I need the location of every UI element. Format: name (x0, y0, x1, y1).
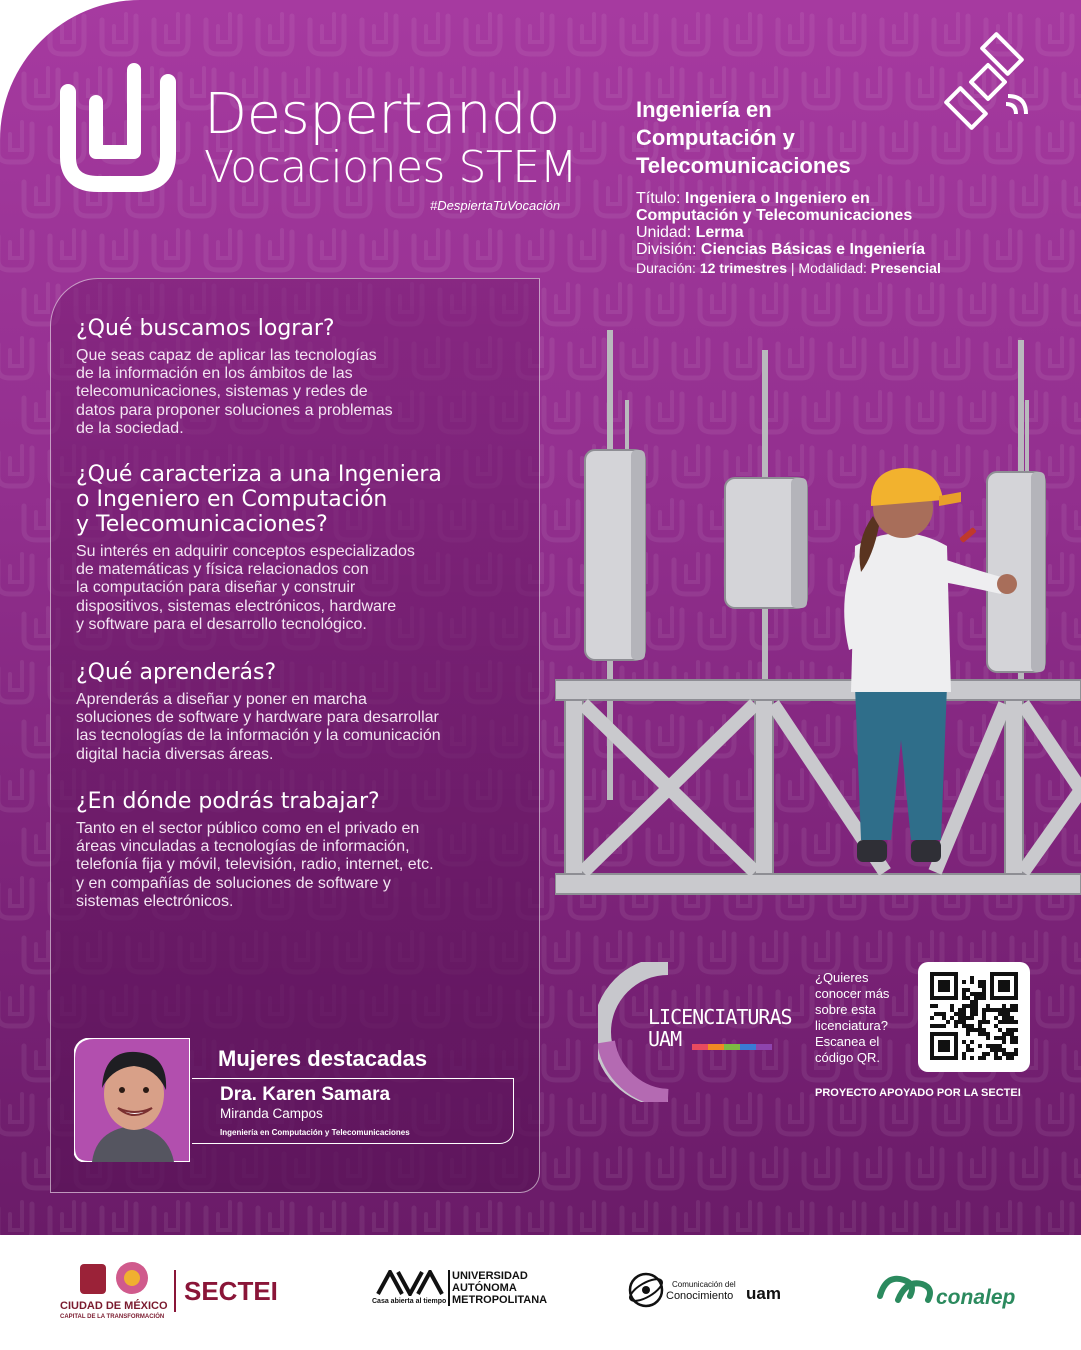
featured-field: Ingeniería en Computación y Telecomunicaciones (220, 1128, 410, 1137)
section-heading: ¿Qué aprenderás? (76, 660, 277, 685)
division-label: División: (636, 241, 701, 258)
qr-prompt-line: conocer más (815, 986, 890, 1001)
career-title (636, 96, 1056, 180)
section-text-line: digital hacia diversas áreas. (76, 745, 274, 763)
qr-code[interactable] (918, 962, 1030, 1072)
section-text-line: Tanto en el sector público como en el privado en (76, 820, 420, 837)
titulo-value-line2: Computación y Telecomunicaciones (636, 207, 913, 224)
color-segment (708, 1044, 724, 1050)
comm-uam: uam (746, 1284, 781, 1303)
section-work (76, 789, 536, 911)
section-text-line: soluciones de software y hardware para desarrollar (76, 709, 439, 727)
unidad-value: Lerma (695, 224, 744, 241)
color-segment (756, 1044, 772, 1050)
cdmx-line1: CIUDAD DE MÉXICO (60, 1300, 168, 1312)
uam-tagline: Casa abierta al tiempo (372, 1298, 447, 1305)
women-title: Mujeres destacadas (218, 1046, 428, 1071)
modalidad-value: Presencial (870, 260, 941, 276)
qr-prompt-line: Escanea el (815, 1034, 880, 1049)
section-text-line: datos para proponer soluciones a problemas (76, 401, 393, 419)
color-segment (724, 1044, 740, 1050)
comunicacion-globe-icon (626, 1270, 666, 1310)
conalep-logo: conalep (936, 1286, 1016, 1309)
sectei-logo: SECTEI (184, 1276, 278, 1306)
meta-separator: | (786, 260, 799, 276)
section-goals (76, 316, 536, 438)
division-value: Ciencias Básicas e Ingeniería (700, 241, 926, 258)
engineer-tower-illustration (555, 320, 1081, 900)
qr-code-icon (918, 962, 1030, 1072)
section-text-line: telefonía fija y móvil, televisión, radio, internet, etc. (76, 856, 434, 874)
despertando-logo-icon (48, 62, 178, 192)
hashtag: #DespiertaTuVocación (430, 198, 561, 213)
unidad-label: Unidad: (636, 224, 696, 241)
licenciaturas-line1: LICENCIATURAS (648, 1005, 792, 1029)
cdmx-line2: CAPITAL DE LA TRANSFORMACIÓN (60, 1314, 165, 1320)
section-heading: ¿Qué caracteriza a una Ingeniera (76, 462, 442, 487)
section-text-line: la computación para diseñar y construir (76, 579, 356, 597)
comm-line2: Conocimiento (666, 1290, 734, 1302)
section-learn (76, 660, 536, 764)
career-title-line: Computación y (636, 125, 795, 150)
section-text-line: Aprenderás a diseñar y poner en marcha (76, 691, 367, 708)
titulo-value: Ingeniera o Ingeniero en (684, 190, 870, 207)
avatar (74, 1038, 190, 1162)
qr-prompt (815, 970, 915, 1066)
career-title-line: Ingeniería en (636, 97, 772, 122)
section-text-line: de la sociedad. (76, 419, 184, 437)
section-text-line: áreas vinculadas a tecnologías de información, (76, 838, 410, 856)
uam-logo-icon (376, 1270, 446, 1296)
section-text-line: dispositivos, sistemas electrónicos, hardware (76, 597, 397, 615)
section-heading: ¿Qué buscamos lograr? (76, 316, 335, 341)
uam-name (452, 1270, 547, 1306)
uam-name-line: UNIVERSIDAD (452, 1270, 528, 1282)
footer-divider (174, 1270, 176, 1312)
section-heading: o Ingeniero en Computación (76, 487, 388, 512)
comm-line1: Comunicación del (672, 1280, 736, 1289)
section-text-line: las tecnologías de la información y la comunicación (76, 727, 441, 745)
uam-name-line: AUTÓNOMA (452, 1282, 517, 1294)
uam-name-line: METROPOLITANA (452, 1294, 548, 1306)
brand-title-line2: Vocaciones STEM (204, 142, 578, 193)
modalidad-label: Modalidad: (798, 260, 871, 276)
section-heading: y Telecomunicaciones? (76, 512, 328, 537)
section-heading: ¿En dónde podrás trabajar? (76, 789, 380, 814)
section-text-line: de matemáticas y física relacionados con (76, 561, 369, 579)
licenciaturas-line2: UAM (648, 1027, 682, 1051)
featured-surname: Miranda Campos (220, 1106, 323, 1121)
section-text-line: de la información en los ámbitos de las (76, 365, 353, 383)
section-profile (76, 462, 536, 634)
sponsor-note: PROYECTO APOYADO POR LA SECTEI (815, 1087, 1021, 1099)
section-text-line: sistemas electrónicos. (76, 892, 234, 910)
qr-prompt-line: código QR. (815, 1050, 881, 1065)
color-segment (740, 1044, 756, 1050)
section-text-line: Que seas capaz de aplicar las tecnologías (76, 347, 377, 364)
brand-title-line1: Despertando (204, 82, 560, 147)
titulo-label: Título: (636, 190, 685, 207)
featured-name: Dra. Karen Samara (220, 1084, 391, 1105)
section-text-line: Su interés en adquirir conceptos especializados (76, 543, 415, 560)
cdmx-crest-icon (76, 1258, 168, 1298)
qr-prompt-line: ¿Quieres (815, 970, 869, 985)
section-text-line: y en compañías de soluciones de software y (76, 874, 391, 892)
duracion-label: Duración: (636, 260, 700, 276)
qr-prompt-line: licenciatura? (815, 1018, 888, 1033)
uam-divider (448, 1270, 450, 1306)
licenciaturas-color-bar (692, 1044, 772, 1050)
color-segment (692, 1044, 708, 1050)
section-text-line: y software para el desarrollo tecnológico. (76, 615, 367, 633)
conalep-logo-icon (876, 1270, 936, 1304)
duracion-value: 12 trimestres (699, 260, 787, 276)
career-title-line: Telecomunicaciones (636, 153, 851, 178)
career-meta (636, 190, 1076, 278)
section-text-line: telecomunicaciones, sistemas y redes de (76, 383, 368, 401)
qr-prompt-line: sobre esta (815, 1002, 876, 1017)
